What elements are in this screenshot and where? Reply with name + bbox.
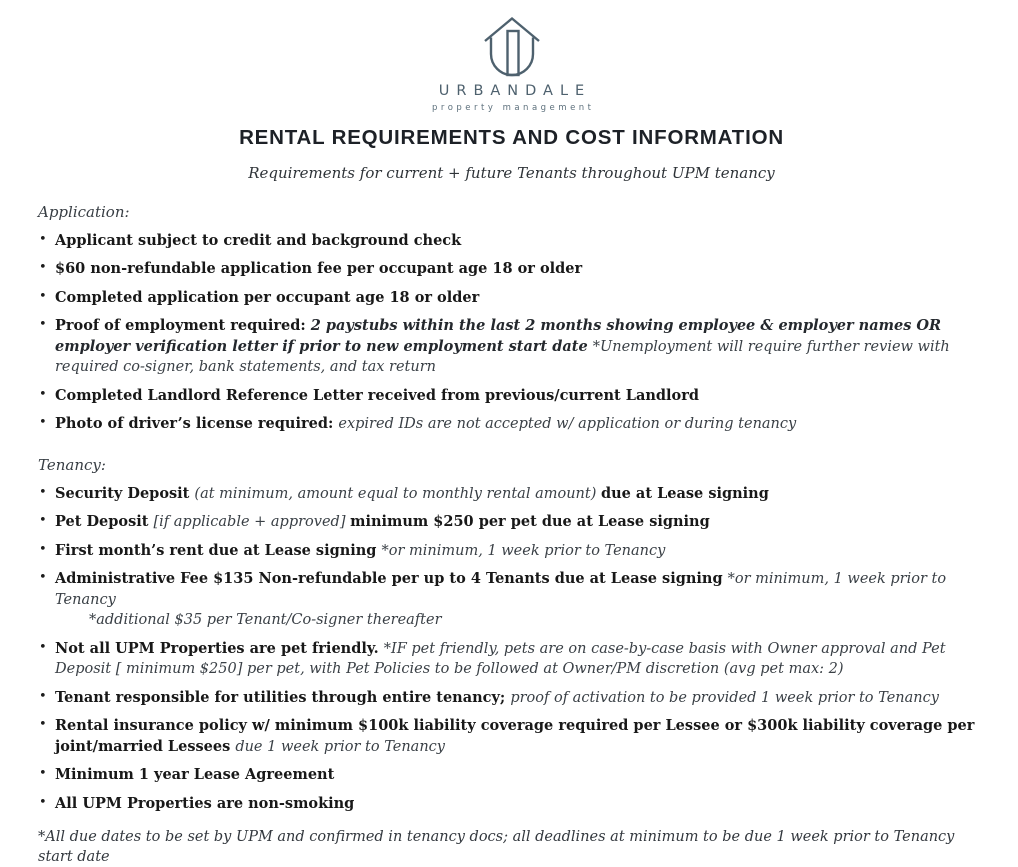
bullet-icon: • (39, 317, 47, 333)
bullet-list (38, 484, 985, 815)
text-segment: Rental insurance policy w/ minimum $100k liability coverage required per Lessee or $300k liability coverage per joint/married Lessees (55, 717, 975, 755)
page-title: RENTAL REQUIREMENTS AND COST INFORMATION (239, 126, 784, 149)
text-segment: Completed application per occupant age 18 or older (55, 288, 480, 306)
list-item (38, 716, 985, 757)
text-segment: [if applicable + approved] (153, 514, 351, 531)
text-segment: expired IDs are not accepted w/ application or during tenancy (338, 416, 797, 433)
text-segment: Proof of employment required: (55, 317, 311, 335)
bullet-icon: • (39, 484, 47, 500)
bullet-icon: • (39, 288, 47, 304)
bullet-icon: • (39, 688, 47, 704)
section-tenancy (38, 456, 985, 815)
text-segment: Pet Deposit (55, 513, 154, 531)
text-segment: Photo of driver’s license required: (55, 415, 339, 433)
bullet-icon: • (39, 386, 47, 402)
text-segment: $60 non-refundable application fee per occupant age 18 or older (55, 260, 583, 278)
section-heading-application: Application: (38, 202, 130, 221)
brand-block (38, 14, 985, 113)
brand-name: URBANDALE (438, 83, 592, 99)
list-item (38, 569, 985, 631)
bullet-icon: • (39, 260, 47, 276)
text-segment: *additional $35 per Tenant/Co-signer thereafter (89, 612, 442, 629)
bullet-icon: • (39, 717, 47, 733)
text-segment: 2 paystubs within the last 2 months showing employee & employer names OR employer verification letter if prior to new employment start date (55, 317, 942, 355)
text-segment: Administrative Fee $135 Non-refundable per up to 4 Tenants due at Lease signing (55, 570, 728, 588)
bullet-icon: • (39, 639, 47, 655)
bullet-list (38, 231, 985, 435)
list-item (38, 484, 985, 505)
text-segment: Applicant subject to credit and background check (55, 231, 462, 249)
text-segment: First month’s rent due at Lease signing (55, 541, 382, 559)
text-segment: (at minimum, amount equal to monthly rental amount) (194, 485, 601, 502)
text-segment: Minimum 1 year Lease Agreement (55, 766, 335, 784)
list-item (38, 639, 985, 680)
text-segment: due 1 week prior to Tenancy (235, 738, 445, 755)
bullet-icon: • (39, 766, 47, 782)
list-item (38, 231, 985, 252)
text-segment: *or minimum, 1 week prior to Tenancy (55, 571, 947, 608)
text-segment: Tenant responsible for utilities through entire tenancy; (55, 688, 511, 706)
text-segment: Not all UPM Properties are pet friendly. (55, 639, 384, 657)
text-segment: All UPM Properties are non-smoking (55, 794, 355, 812)
list-item (38, 288, 985, 309)
text-segment: minimum $250 per pet due at Lease signing (350, 513, 710, 531)
page-subtitle: Requirements for current + future Tenants throughout UPM tenancy (248, 163, 775, 182)
list-item (38, 316, 985, 378)
house-outline-icon (477, 14, 547, 78)
list-item (38, 386, 985, 407)
footer-note: *All due dates to be set by UPM and confirmed in tenancy docs; all deadlines at minimum to be due 1 week prior to Tenancy start date (38, 829, 955, 866)
text-segment: proof of activation to be provided 1 week prior to Tenancy (510, 689, 939, 706)
text-segment: *or minimum, 1 week prior to Tenancy (381, 542, 666, 559)
bullet-icon: • (39, 415, 47, 431)
section-application (38, 203, 985, 435)
text-segment: Security Deposit (55, 484, 195, 502)
brand-tagline: property management (431, 103, 595, 113)
bullet-icon: • (39, 231, 47, 247)
list-item (38, 414, 985, 435)
text-segment: Completed Landlord Reference Letter received from previous/current Landlord (55, 386, 699, 404)
list-item (38, 259, 985, 280)
text-segment: due at Lease signing (600, 484, 769, 502)
section-heading-tenancy: Tenancy: (38, 455, 106, 474)
text-segment: *Unemployment will require further review with required co-signer, bank statements, and tax return (55, 338, 950, 376)
list-item (38, 794, 985, 815)
text-segment: *IF pet friendly, pets are on case-by-case basis with Owner approval and Pet Deposit [ minimum $250] per pet, with Pet Policies to be followed at Owner/PM discretion (avg pet max: 2) (55, 640, 946, 678)
bullet-icon: • (39, 541, 47, 557)
list-item (38, 541, 985, 562)
list-item (38, 765, 985, 786)
bullet-icon: • (39, 570, 47, 586)
bullet-icon: • (39, 794, 47, 810)
list-item (38, 688, 985, 709)
sections-container (38, 203, 985, 815)
list-item (38, 512, 985, 533)
bullet-icon: • (39, 513, 47, 529)
